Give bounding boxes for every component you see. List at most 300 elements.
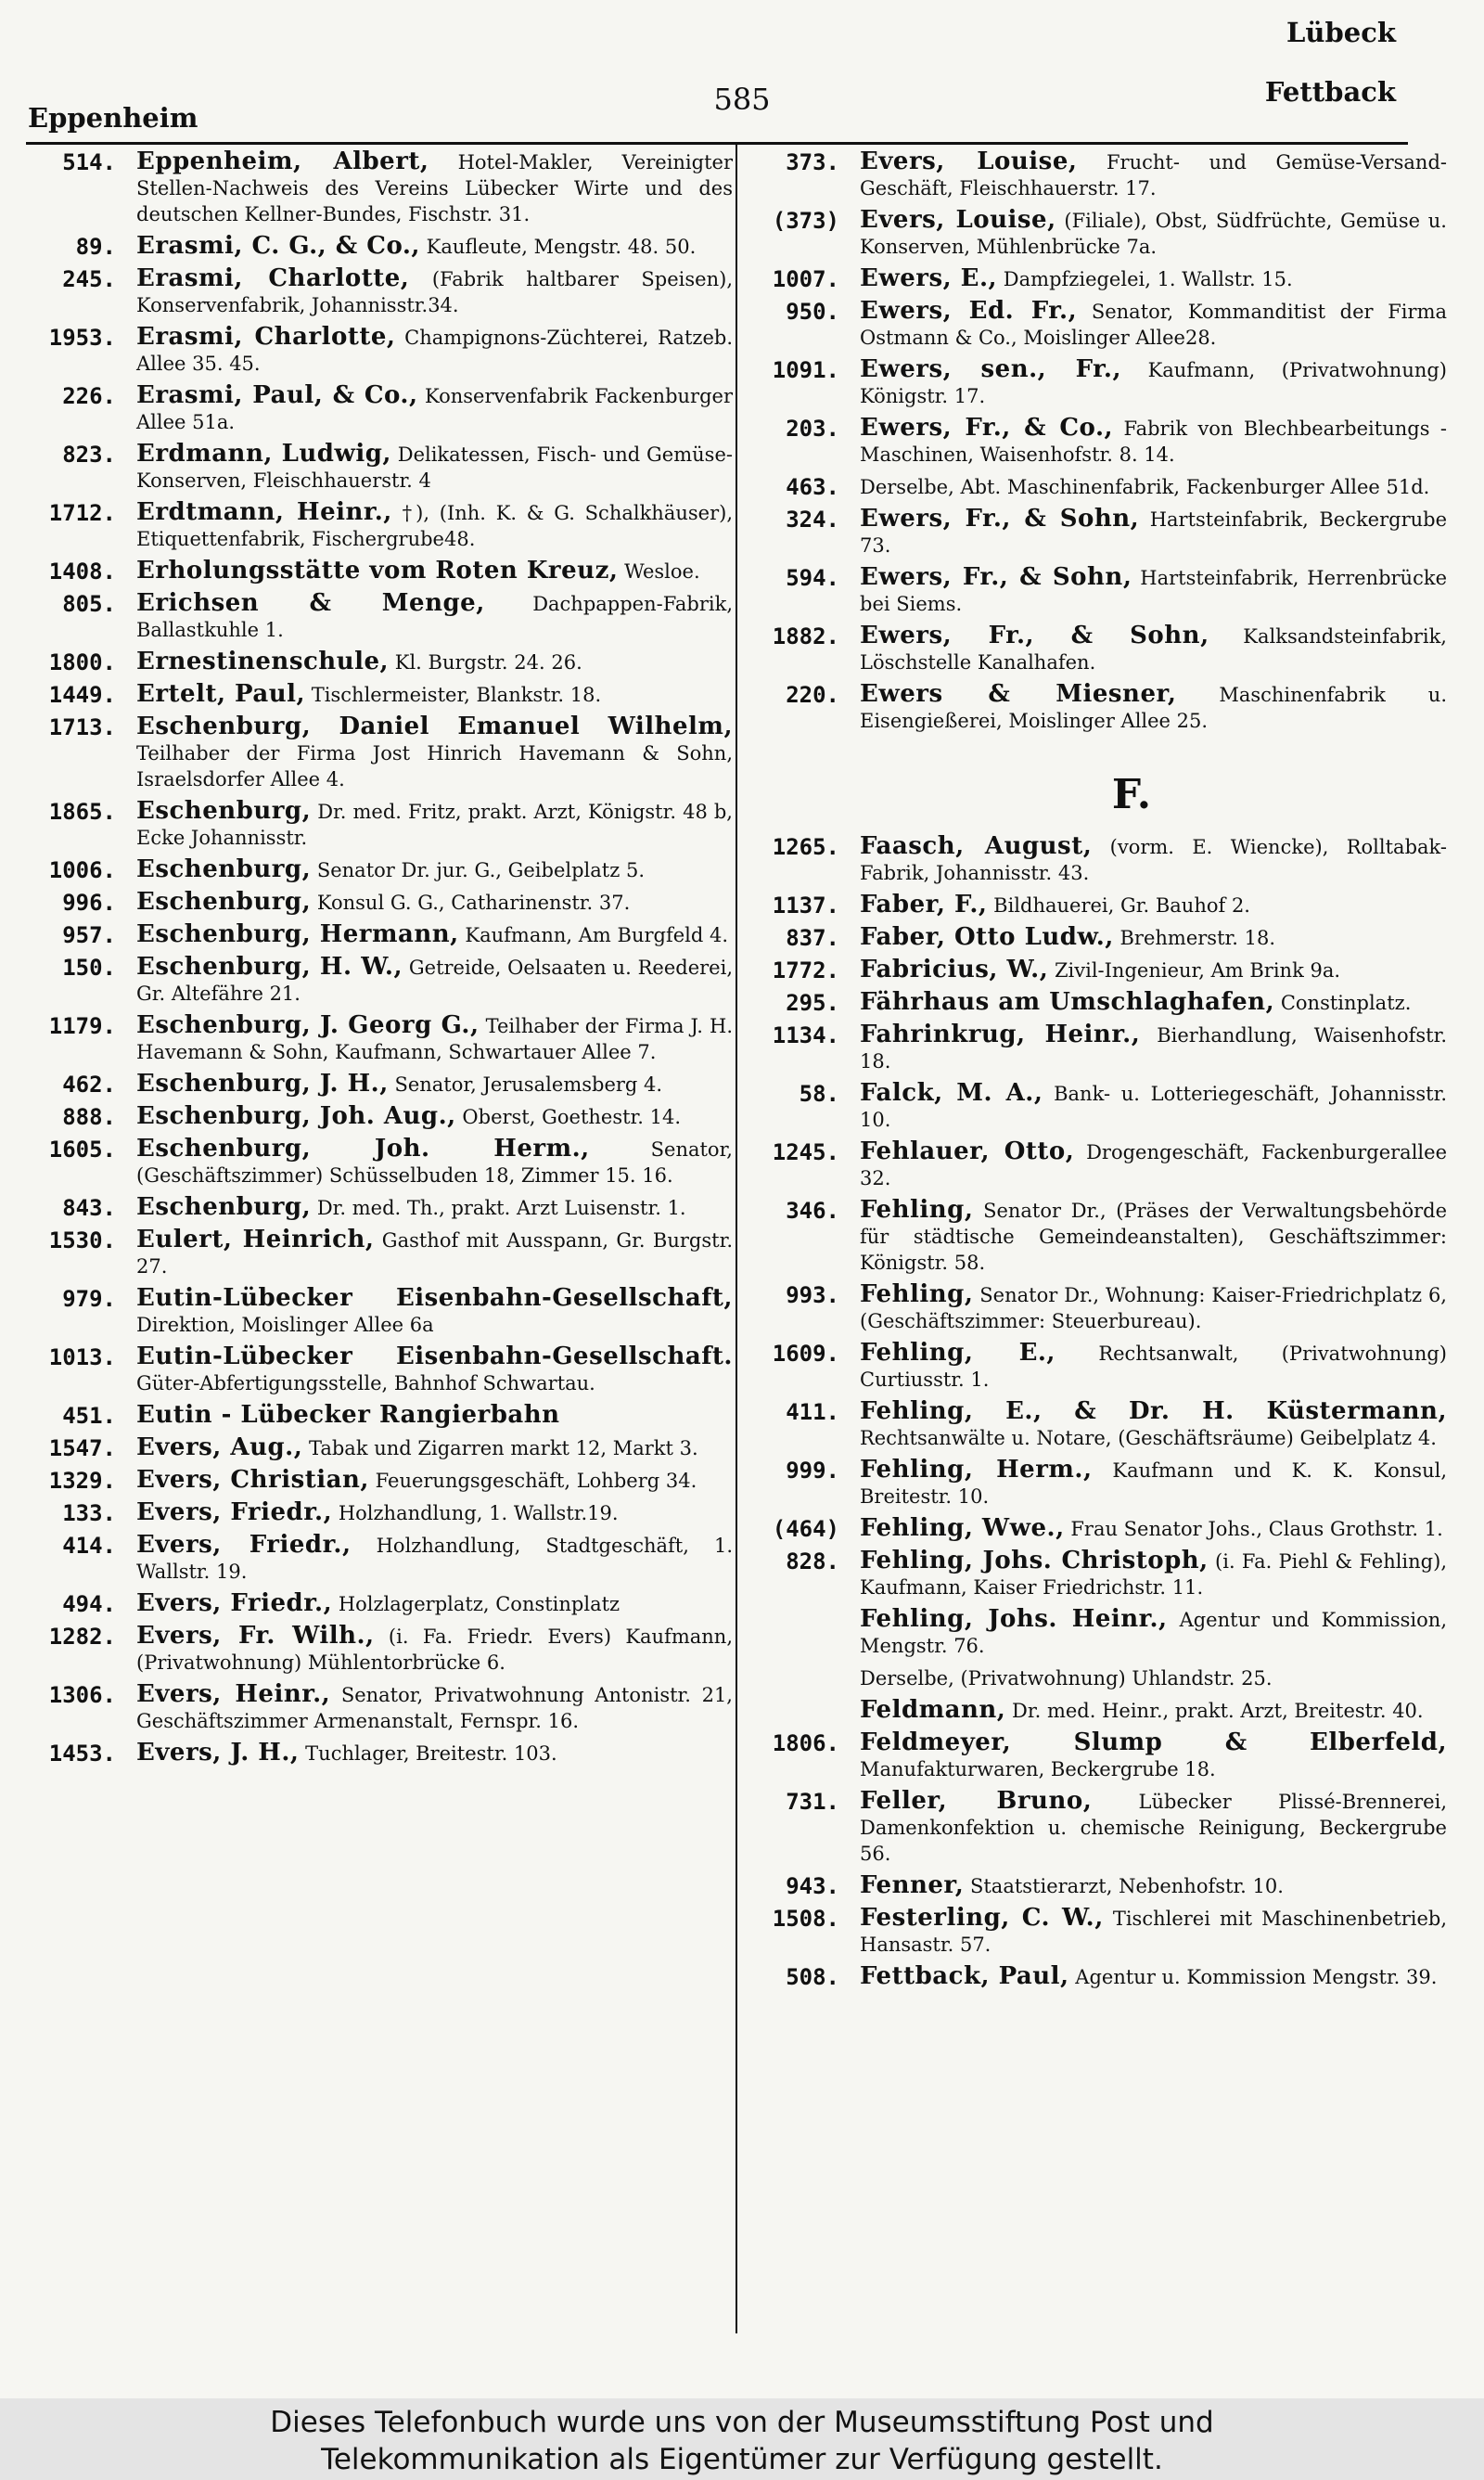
entry-body [136,713,733,792]
entry-body [860,1197,1447,1276]
entry-number: 1882. [772,623,839,649]
entry-body [860,1022,1447,1074]
entry-description: Frucht- und Gemüse-Versand-Geschäft, Fleischhauerstr. 17. [860,151,1447,199]
entry-name: Erdtmann, Heinr., [136,498,392,526]
entry-description: Wesloe. [624,560,700,583]
directory-entry [742,989,1447,1016]
footer-line-1: Dieses Telefonbuch wurde uns von der Museumsstiftung Post und [270,2406,1214,2439]
entry-name: Feldmeyer, Slump & Elberfeld, [860,1728,1447,1756]
entry-number: 295. [786,990,839,1016]
entry-description: Teilhaber der Firma Jost Hinrich Havemann & Sohn, Israelsdorfer Allee 4. [136,742,733,790]
entry-number: 373. [786,149,839,175]
directory-entry [19,1103,733,1130]
entry-description: Kaufmann, Am Burgfeld 4. [465,924,729,946]
entry-description: Hartsteinfabrik, Beckergrube 73. [860,508,1448,557]
entry-body [136,1103,733,1130]
entry-body [860,989,1447,1016]
entry-description: Bildhauerei, Gr. Bauhof 2. [993,894,1250,917]
directory-entry [742,265,1447,292]
directory-entry [742,1697,1447,1724]
entry-name: Eutin-Lübecker Eisenbahn-Gesellschaft, [136,1284,733,1312]
directory-entry [19,681,733,708]
entry-description: Agentur und Kommission, Mengstr. 76. [860,1609,1447,1657]
entry-name: Evers, Fr. Wilh., [136,1622,375,1650]
running-head-city: Lübeck [1286,17,1396,48]
entry-number: 999. [786,1458,839,1484]
entry-body [860,207,1447,260]
directory-entry [19,649,733,675]
entry-number: 1179. [48,1013,116,1039]
entry-number: 58. [799,1081,839,1107]
entry-body [136,590,733,643]
entry-name: Ertelt, Paul, [136,680,306,708]
directory-entry [742,564,1447,617]
directory-entry [19,1012,733,1065]
entry-name: Evers, Aug., [136,1433,303,1461]
entry-body [136,382,733,435]
entry-description: Manufakturwaren, Beckergrube 18. [860,1758,1216,1780]
entry-number: 1800. [48,649,116,675]
directory-entry [19,590,733,643]
entry-description: Dachpappen-Fabrik, Ballastkuhle 1. [136,593,733,641]
entry-body [860,681,1447,734]
entry-number: 823. [62,442,116,468]
entry-number: 888. [62,1104,116,1130]
directory-entry [742,473,1447,500]
entry-number: 1013. [48,1344,116,1370]
directory-entry [742,1457,1447,1510]
entry-number: 1605. [48,1137,116,1163]
entry-number: 463. [786,474,839,500]
entry-body [136,1012,733,1065]
entry-name: Fehling, Wwe., [860,1514,1065,1542]
entry-description: Dampfziegelei, 1. Wallstr. 15. [1003,268,1293,290]
entry-name: Evers, Friedr., [136,1531,352,1559]
entry-description: Kalksandsteinfabrik, Löschstelle Kanalhafen. [860,625,1447,674]
entry-body [860,1548,1447,1600]
directory-entry [19,1071,733,1098]
entry-number: 203. [786,416,839,442]
entry-body [860,564,1447,617]
entry-description: (Fabrik haltbarer Speisen), Konservenfabrik, Johannisstr.34. [136,268,733,316]
entry-name: Eschenburg, [136,797,312,825]
entry-description: Kaufmann, (Privatwohnung) Königstr. 17. [860,359,1447,407]
entry-name: Evers, Louise, [860,148,1078,175]
entry-description: Brehmerstr. 18. [1119,927,1275,949]
entry-description: Frau Senator Johs., Claus Grothstr. 1. [1070,1518,1443,1540]
header-rule [26,142,1408,145]
entry-number: 1245. [772,1139,839,1165]
directory-entry [742,148,1447,201]
entry-number: 1265. [772,834,839,860]
entry-number: 950. [786,299,839,325]
entry-name: Erichsen & Menge, [136,589,485,617]
directory-entry [19,1532,733,1585]
entry-description: Holzhandlung, 1. Wallstr.19. [338,1502,619,1524]
entry-number: 1865. [48,799,116,825]
directory-entry [742,1515,1447,1542]
entry-body [136,1740,733,1767]
entry-number: 1306. [48,1682,116,1708]
entry-description: Kaufleute, Mengstr. 48. 50. [426,236,697,258]
entry-number: 1091. [772,357,839,383]
directory-entry [742,833,1447,886]
directory-entry [19,558,733,585]
entry-body [136,148,733,227]
directory-entry [742,1729,1447,1782]
entry-number: 828. [786,1548,839,1574]
entry-name: Ewers, E., [860,264,998,292]
entry-body [136,1194,733,1221]
entry-name: Fehling, E., [860,1339,1055,1367]
entry-body [860,1788,1447,1867]
entry-body [860,1697,1447,1724]
section-letter: F. [1111,771,1152,818]
entry-body [136,798,733,851]
entry-name: Eschenburg, [136,855,312,883]
directory-entry [19,441,733,494]
entry-number: 837. [786,925,839,951]
directory-entry [742,1022,1447,1074]
entry-number: 1006. [48,857,116,883]
entry-name: Fahrinkrug, Heinr., [860,1021,1141,1048]
entry-number: 245. [62,266,116,292]
entry-number: 1137. [772,893,839,919]
entry-number: 226. [62,383,116,409]
entry-body [860,1398,1447,1451]
entry-body [136,954,733,1007]
entry-body [860,1515,1447,1542]
entry-description: Constinplatz. [1280,992,1412,1014]
entry-name: Faasch, August, [860,832,1093,860]
right-column-e-entries [742,148,1447,734]
entry-description: (vorm. E. Wiencke), Rolltabak-Fabrik, Johannisstr. 43. [860,836,1447,884]
entry-name: Eschenburg, [136,1193,312,1221]
directory-entry [19,1590,733,1617]
entry-number: 996. [62,890,116,916]
entry-number: 508. [786,1964,839,1990]
entry-number [742,1664,839,1691]
entry-description: Agentur u. Kommission Mengstr. 39. [1075,1966,1438,1988]
directory-entry [19,889,733,916]
entry-number: 411. [786,1399,839,1425]
directory-entry [742,1788,1447,1867]
entry-body [136,889,733,916]
entry-description: Dr. med. Th., prakt. Arzt Luisenstr. 1. [316,1197,686,1219]
entry-name: Feldmann, [860,1696,1006,1724]
entry-number: 1408. [48,559,116,585]
entry-description: Oberst, Goethestr. 14. [462,1106,682,1128]
entry-body [136,1227,733,1279]
entry-description: Bank- u. Lotteriegeschäft, Johannisstr. 10. [860,1083,1447,1131]
running-head-left: Eppenheim [28,102,198,134]
entry-number: 414. [62,1533,116,1559]
directory-entry [19,1467,733,1494]
entry-name: Evers, Christian, [136,1466,369,1494]
entry-description: Maschinenfabrik u. Eisengießerei, Moislinger Allee 25. [860,684,1447,732]
entry-name: Fehling, Johs. Christoph, [860,1547,1209,1574]
entry-name: Erdmann, Ludwig, [136,440,391,468]
entry-body [136,1285,733,1338]
entry-number: 1453. [48,1741,116,1767]
entry-name: Ewers & Miesner, [860,680,1177,708]
entry-body [860,1963,1447,1990]
entry-name: Eppenheim, Albert, [136,148,429,175]
directory-entry [19,921,733,948]
directory-entry [742,623,1447,675]
entry-description: Fabrik von Blechbearbeitungs - Maschinen, Waisenhofstr. 8. 14. [860,418,1447,466]
directory-entry [742,1197,1447,1276]
directory-entry [742,207,1447,260]
entry-name: Feller, Bruno, [860,1787,1093,1815]
entry-name: Fehling, Herm., [860,1456,1093,1484]
entry-description: Senator Dr., Wohnung: Kaiser-Friedrichplatz 6, (Geschäftszimmer: Steuerbureau). [860,1284,1447,1332]
entry-body [136,1402,733,1429]
entry-number: 150. [62,955,116,981]
entry-number: 1282. [48,1624,116,1650]
entry-body [136,324,733,377]
entry-number: 1530. [48,1227,116,1253]
entry-name: Ewers, Fr., & Co., [860,414,1114,442]
entry-number: 1508. [772,1906,839,1932]
entry-name: Fährhaus am Umschlaghafen, [860,988,1275,1016]
entry-number: 805. [62,591,116,617]
entry-number: 324. [786,507,839,533]
entry-body [860,1606,1447,1659]
entry-number: 957. [62,922,116,948]
entry-number: 993. [786,1282,839,1308]
entry-body [860,623,1447,675]
entry-body [860,148,1447,201]
entry-name: Eschenburg, Hermann, [136,920,459,948]
entry-name: Erasmi, Charlotte, [136,323,396,351]
directory-entry [19,148,733,227]
right-column [742,148,1447,1996]
entry-name: Fabricius, W., [860,956,1049,983]
entry-name: Erasmi, Paul, & Co., [136,381,418,409]
entry-description: Champignons-Züchterei, Ratzeb. Allee 35. 45. [136,327,733,375]
entry-body [860,265,1447,292]
entry-number: 1449. [48,682,116,708]
entry-number: 1772. [772,957,839,983]
right-column-f-entries [742,833,1447,1990]
entry-name: Eschenburg, [136,888,312,916]
entry-name: Ewers, Ed. Fr., [860,297,1078,325]
entry-number: 451. [62,1403,116,1429]
entry-name: Eulert, Heinrich, [136,1226,375,1253]
entry-description: Tischlerei mit Maschinenbetrieb, Hansastr. 57. [860,1908,1448,1956]
entry-body [136,1623,733,1676]
directory-entry [742,1398,1447,1451]
footer-notice [0,2398,1484,2480]
entry-body [136,1343,733,1396]
directory-entry [742,1872,1447,1899]
entry-body [860,298,1447,351]
entry-description: Senator Dr., (Präses der Verwaltungsbehörde für städtische Gemeindeanstalten), Geschäftszimmer: Königstr. 58. [860,1200,1447,1274]
page-number: 585 [713,82,771,117]
directory-entry [19,1623,733,1676]
entry-number: 1806. [772,1730,839,1756]
directory-entry [19,798,733,851]
entry-number: 1329. [48,1468,116,1494]
entry-number: 594. [786,565,839,591]
entry-description: Zivil-Ingenieur, Am Brink 9a. [1054,959,1341,982]
entry-body [860,957,1447,983]
directory-entry [19,1227,733,1279]
entry-body [136,1467,733,1494]
entry-name: Evers, Friedr., [136,1498,333,1526]
entry-name: Fehling, [860,1280,974,1308]
directory-entry [742,1281,1447,1334]
entry-number: 1609. [772,1341,839,1367]
entry-description: Senator, Privatwohnung Antonistr. 21, Geschäftszimmer Armenanstalt, Fernspr. 16. [136,1684,733,1732]
entry-number: 843. [62,1195,116,1221]
entry-number: 943. [786,1873,839,1899]
entry-description: Holzhandlung, Stadtgeschäft, 1. Wallstr. 19. [136,1535,733,1583]
entry-description: (i. Fa. Piehl & Fehling), Kaufmann, Kaiser Friedrichstr. 11. [860,1550,1447,1599]
entry-body [860,892,1447,919]
directory-entry [742,681,1447,734]
entry-body [136,1434,733,1461]
directory-entry [19,856,733,883]
entry-number: 731. [786,1789,839,1815]
directory-entry [19,382,733,435]
entry-description: Kaufmann und K. K. Konsul, Breitestr. 10. [860,1459,1447,1508]
entry-description: Feuerungsgeschäft, Lohberg 34. [375,1470,697,1492]
directory-entry [19,1194,733,1221]
entry-name: Falck, M. A., [860,1079,1043,1107]
directory-entry [742,1548,1447,1600]
entry-description: Rechtsanwalt, (Privatwohnung) Curtiusstr. 1. [860,1343,1447,1391]
entry-name: Festerling, C. W., [860,1904,1104,1932]
entry-body [136,856,733,883]
entry-name: Erasmi, C. G., & Co., [136,232,420,260]
directory-entry [19,233,733,260]
directory-entry [19,713,733,792]
entry-description: Tischlermeister, Blankstr. 18. [311,684,602,706]
directory-entry [742,298,1447,351]
entry-body [860,506,1447,559]
directory-entry [19,1402,733,1429]
entry-body [136,265,733,318]
entry-number: 979. [62,1286,116,1312]
entry-name: Evers, J. H., [136,1739,300,1767]
entry-name: Eschenburg, J. H., [136,1070,389,1098]
entry-name: Eschenburg, Daniel Emanuel Wilhelm, [136,713,733,740]
entry-body [136,921,733,948]
directory-entry [742,1664,1447,1691]
entry-name: Evers, Heinr., [136,1680,331,1708]
entry-number: 1712. [48,500,116,526]
entry-description: †), (Inh. K. & G. Schalkhäuser), Etiquettenfabrik, Fischergrube48. [136,502,733,550]
entry-body [136,233,733,260]
entry-body [860,1457,1447,1510]
entry-name: Faber, F., [860,891,988,919]
entry-name: Fehling, E., & Dr. H. Küstermann, [860,1397,1447,1425]
entry-description: Derselbe, (Privatwohnung) Uhlandstr. 25. [860,1667,1273,1690]
entry-name: Erasmi, Charlotte, [136,264,410,292]
directory-entry [742,957,1447,983]
directory-entry [742,1138,1447,1191]
directory-entry [19,324,733,377]
entry-number [742,1606,839,1659]
entry-name: Ewers, sen., Fr., [860,355,1122,383]
entry-body [136,1681,733,1734]
directory-entry [742,415,1447,468]
entry-description: Rechtsanwälte u. Notare, (Geschäftsräume) Geibelplatz 4. [860,1427,1437,1449]
directory-entry [19,1136,733,1189]
entry-number: 1007. [772,266,839,292]
entry-description: Tabak und Zigarren markt 12, Markt 3. [308,1437,698,1459]
entry-name: Eschenburg, J. Georg G., [136,1011,480,1039]
directory-entry [19,1499,733,1526]
entry-name: Eutin-Lübecker Eisenbahn-Gesellschaft. [136,1343,733,1370]
entry-body [136,441,733,494]
entry-description: Delikatessen, Fisch- und Gemüse-Konserven, Fleischhauerstr. 4 [136,443,733,492]
entry-name: Evers, Friedr., [136,1589,333,1617]
entry-number: 1713. [48,714,116,740]
entry-name: Fehling, [860,1196,974,1224]
entry-body [136,1071,733,1098]
directory-entry [19,1681,733,1734]
entry-description: (i. Fa. Friedr. Evers) Kaufmann, (Privatwohnung) Mühlentorbrücke 6. [136,1625,733,1674]
running-head-right: Fettback [1264,76,1396,108]
entry-number: 1547. [48,1435,116,1461]
entry-name: Erholungsstätte vom Roten Kreuz, [136,557,619,585]
entry-body [860,833,1447,886]
entry-description: Senator, Kommanditist der Firma Ostmann & Co., Moislinger Allee28. [860,301,1447,349]
entry-description: Tuchlager, Breitestr. 103. [305,1742,557,1765]
directory-entry [19,1434,733,1461]
entry-name: Ewers, Fr., & Sohn, [860,622,1209,649]
directory-entry [742,1080,1447,1133]
directory-entry [19,499,733,552]
directory-entry [19,954,733,1007]
entry-description: Dr. med. Fritz, prakt. Arzt, Königstr. 48 b, Ecke Johannisstr. [136,801,733,849]
entry-body [860,1281,1447,1334]
entry-description: Dr. med. Heinr., prakt. Arzt, Breitestr. 40. [1012,1700,1424,1722]
directory-entry [19,1740,733,1767]
entry-body [136,681,733,708]
entry-body [136,649,733,675]
entry-name: Eutin - Lübecker Rangierbahn [136,1401,560,1429]
entry-name: Evers, Louise, [860,206,1056,234]
entry-description: Senator, Jerusalemsberg 4. [394,1073,663,1096]
entry-description: Holzlagerplatz, Constinplatz [338,1593,620,1615]
entry-name: Ernestinenschule, [136,648,390,675]
entry-number: (373) [772,208,839,234]
directory-entry [742,1606,1447,1659]
entry-name: Eschenburg, Joh. Herm., [136,1135,590,1163]
entry-description: Bierhandlung, Waisenhofstr. 18. [860,1024,1447,1073]
entry-number: 462. [62,1072,116,1098]
entry-name: Eschenburg, Joh. Aug., [136,1102,456,1130]
directory-entry [742,924,1447,951]
entry-description: Lübecker Plissé-Brennerei, Damenkonfektion u. chemische Reinigung, Beckergrube 56. [860,1791,1447,1865]
entry-description: (Filiale), Obst, Südfrüchte, Gemüse u. Konserven, Mühlenbrücke 7a. [860,210,1447,258]
entry-body [860,924,1447,951]
entry-number: 514. [62,149,116,175]
directory-entry [742,356,1447,409]
entry-number: 133. [62,1500,116,1526]
directory-entry [19,265,733,318]
entry-body [860,1872,1447,1899]
entry-number: 1134. [772,1022,839,1048]
entry-description: Derselbe, Abt. Maschinenfabrik, Fackenburger Allee 51d. [860,476,1430,498]
entry-description: Konsul G. G., Catharinenstr. 37. [316,892,631,914]
entry-description: Senator, (Geschäftszimmer) Schüsselbuden 18, Zimmer 15. 16. [136,1138,733,1187]
entry-description: Hotel-Makler, Vereinigter Stellen-Nachweis des Vereins Lübecker Wirte und des deutschen Kellner-Bundes, Fischstr. 31. [136,151,733,225]
